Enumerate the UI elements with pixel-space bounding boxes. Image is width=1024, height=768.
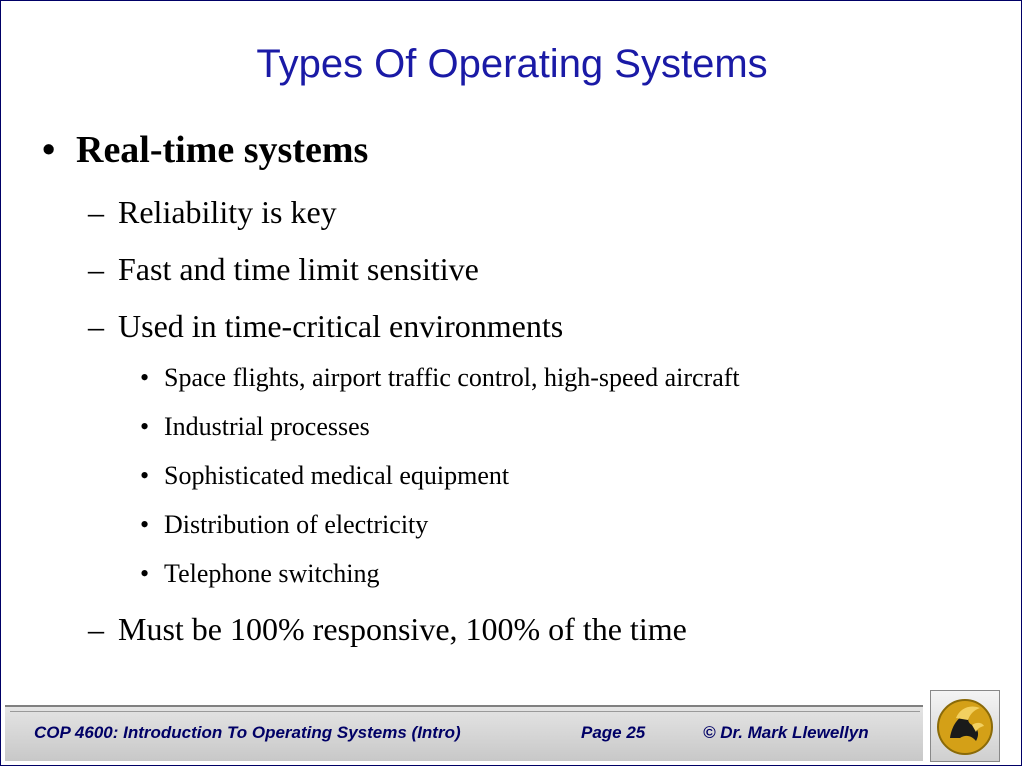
dash-marker: – <box>88 308 104 344</box>
bullet-text: Reliability is key <box>118 194 337 230</box>
bullet-marker: • <box>140 412 150 441</box>
bullet-marker: • <box>140 461 150 490</box>
bullet-marker: • <box>140 363 150 392</box>
bullet-marker: • <box>140 510 150 539</box>
bullet-text: Distribution of electricity <box>164 510 429 539</box>
bullet-text: Must be 100% responsive, 100% of the time <box>118 611 687 647</box>
slide-title: Types Of Operating Systems <box>256 42 768 86</box>
bullet-marker: • <box>42 129 56 171</box>
bullet-text: Space flights, airport traffic control, high-speed aircraft <box>164 363 740 392</box>
footer-page-number: Page 25 <box>581 723 646 742</box>
bullet-text: Sophisticated medical equipment <box>164 461 510 490</box>
dash-marker: – <box>88 194 104 230</box>
bullet-text: Real-time systems <box>76 129 369 171</box>
footer-course: COP 4600: Introduction To Operating Systems (Intro) <box>34 723 461 742</box>
bullet-text: Used in time-critical environments <box>118 308 564 344</box>
footer-author: © Dr. Mark Llewellyn <box>703 723 869 742</box>
pegasus-logo-icon <box>934 694 996 758</box>
bullet-text: Fast and time limit sensitive <box>118 251 479 287</box>
bullet-text: Telephone switching <box>164 559 380 588</box>
dash-marker: – <box>88 611 104 647</box>
dash-marker: – <box>88 251 104 287</box>
footer-divider <box>10 711 920 712</box>
logo-box <box>930 690 1000 762</box>
bullet-marker: • <box>140 559 150 588</box>
bullet-text: Industrial processes <box>164 412 370 441</box>
